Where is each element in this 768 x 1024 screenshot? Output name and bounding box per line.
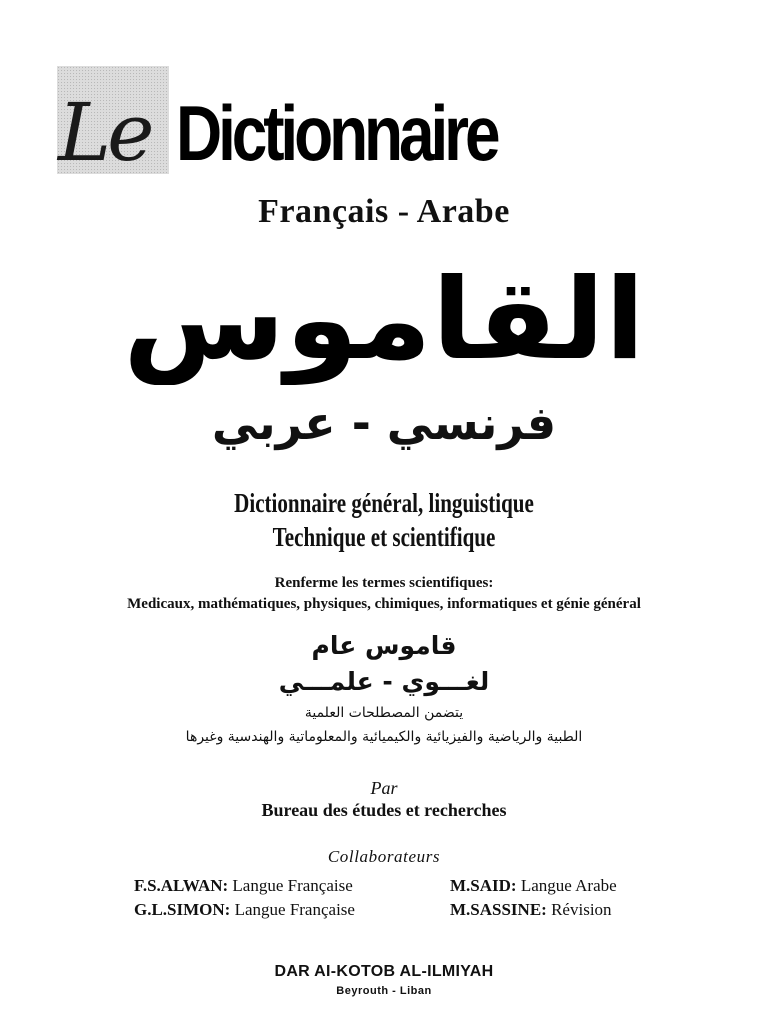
description-line-1: Dictionnaire général, linguistique — [234, 488, 534, 518]
description-line-2: Technique et scientifique — [272, 522, 496, 552]
page-title: Dictionnaire — [176, 89, 497, 177]
publisher-place: Beyrouth - Liban — [336, 985, 432, 997]
collaborator-name: M.SAID: — [450, 876, 517, 895]
collaborator-item — [450, 898, 612, 922]
author-bureau: Bureau des études et recherches — [261, 800, 507, 820]
collaborator-name: F.S.ALWAN: — [134, 876, 229, 895]
page-subtitle: Français - Arabe — [258, 193, 510, 230]
arabic-linguistic-scientific: لغـــوي - علمـــي — [278, 667, 490, 696]
arabic-subtitle: فرنسي - عربي — [211, 396, 557, 450]
collaborator-item — [134, 898, 355, 922]
collaborator-role: Langue Arabe — [520, 876, 617, 895]
title-prefix: Le — [58, 86, 151, 179]
collaborator-name: G.L.SIMON: — [134, 900, 231, 919]
publisher-name: DAR AI-KOTOB AL-ILMIYAH — [274, 963, 494, 980]
arabic-title: القاموس — [122, 255, 646, 385]
arabic-general-dictionary: قاموس عام — [311, 631, 457, 660]
arabic-contains-heading: يتضمن المصطلحات العلمية — [304, 705, 464, 721]
collaborator-role: Révision — [551, 900, 612, 919]
fields-list: Medicaux, mathématiques, physiques, chimiques, informatiques et génie général — [127, 596, 641, 612]
collaborators-heading: Collaborateurs — [327, 847, 441, 866]
collaborator-item — [450, 874, 617, 898]
collaborator-item — [134, 874, 353, 898]
collaborator-name: M.SASSINE: — [450, 900, 547, 919]
arabic-fields-list: الطبية والرياضية والفيزيائية والكيميائية والمعلوماتية والهندسية وغيرها — [185, 729, 583, 745]
collaborator-role: Langue Française — [232, 876, 353, 895]
by-label: Par — [370, 778, 398, 798]
contains-heading: Renferme les termes scientifiques: — [274, 575, 494, 591]
collaborator-role: Langue Française — [234, 900, 355, 919]
